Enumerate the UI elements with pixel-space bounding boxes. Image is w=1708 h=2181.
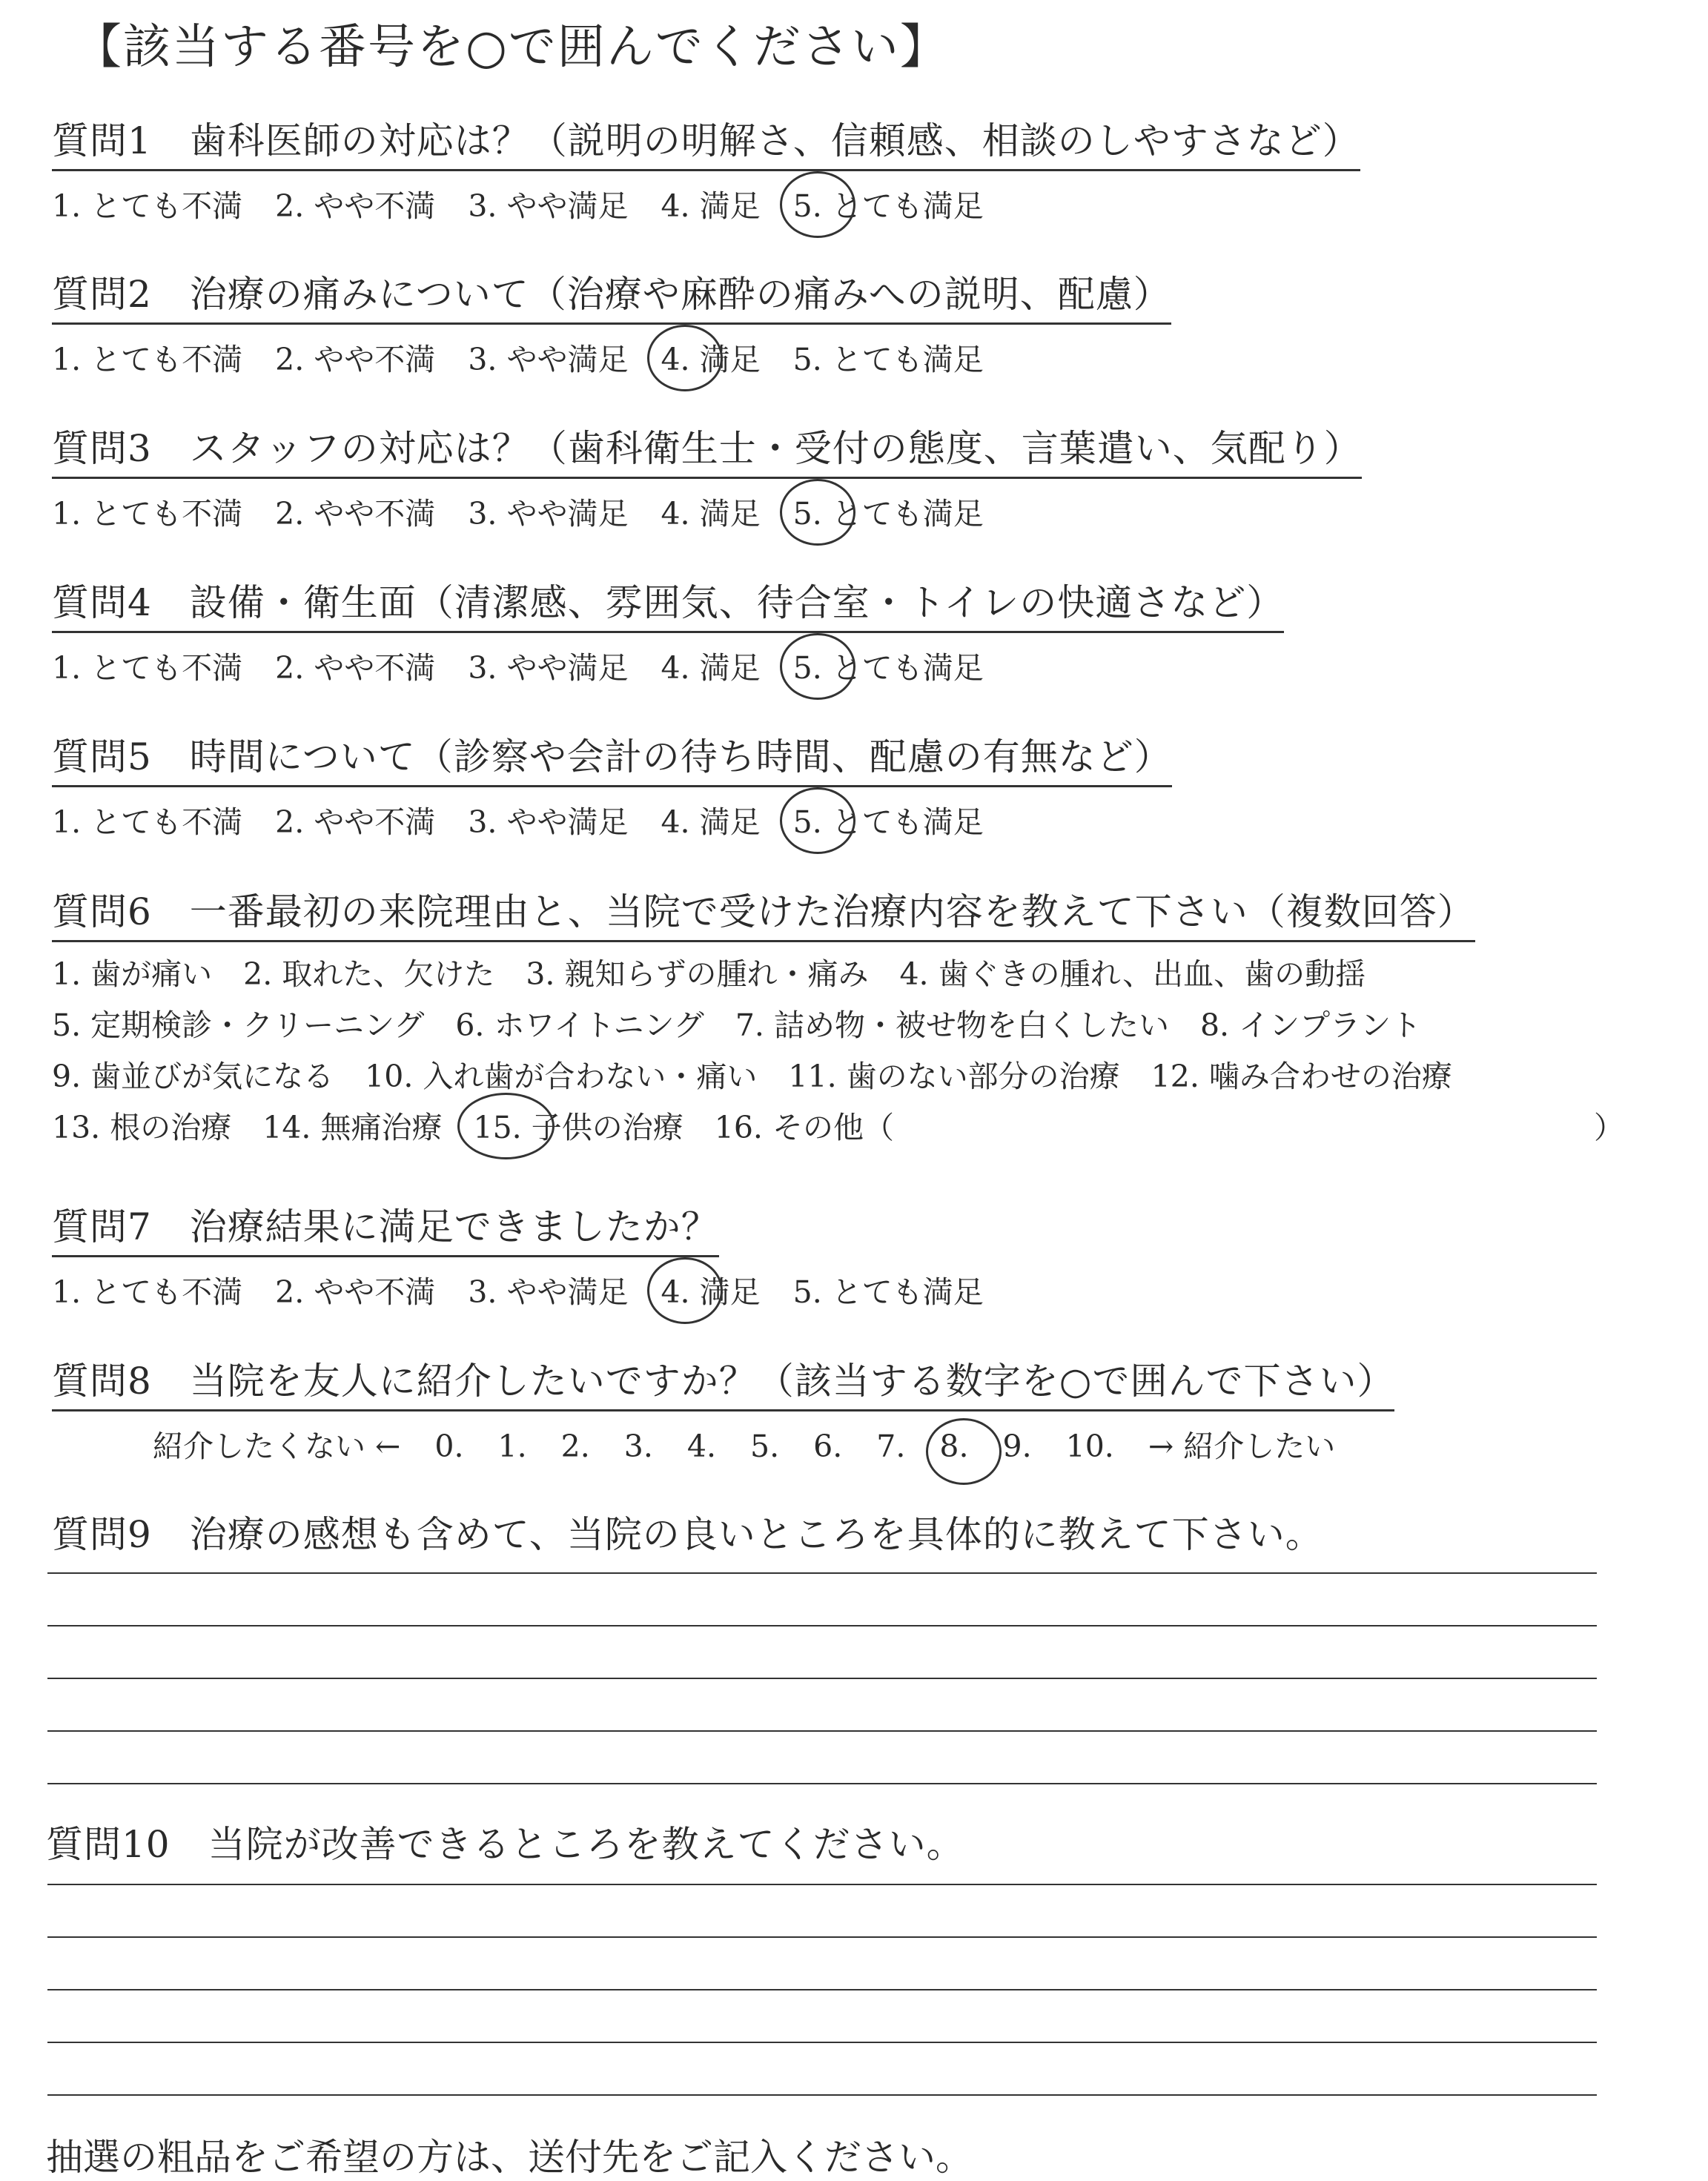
q8-option-6[interactable]: 6. <box>813 1429 843 1464</box>
q4-option-5[interactable]: 5. とても満足 <box>793 643 984 687</box>
question-2-options <box>52 335 1171 379</box>
q6-option-6[interactable]: 6. ホワイトニング <box>455 1007 704 1043</box>
q5-option-5[interactable]: 5. とても満足 <box>793 798 984 841</box>
answer-line[interactable] <box>47 1938 1597 1990</box>
question-3-options <box>52 489 1362 533</box>
q5-option-2[interactable]: 2. やや不満 <box>275 804 436 840</box>
q1-option-2[interactable]: 2. やや不満 <box>275 188 436 224</box>
q8-option-5[interactable]: 5. <box>750 1429 780 1464</box>
question-4-options <box>52 643 1284 687</box>
q8-right-label: → 紹介したい <box>1148 1429 1336 1464</box>
answer-line[interactable] <box>47 1679 1597 1732</box>
question-4 <box>52 573 1284 687</box>
q2-option-3[interactable]: 3. やや満足 <box>468 342 629 377</box>
q6-option-7[interactable]: 7. 詰め物・被せ物を白くしたい <box>735 1007 1169 1043</box>
q4-option-3[interactable]: 3. やや満足 <box>468 650 629 686</box>
q8-option-9[interactable]: 9. <box>1002 1429 1032 1464</box>
q3-option-2[interactable]: 2. やや不満 <box>275 496 436 532</box>
q3-option-5[interactable]: 5. とても満足 <box>793 489 984 533</box>
q6-option-1[interactable]: 1. 歯が痛い <box>52 956 213 992</box>
q7-option-3[interactable]: 3. やや満足 <box>468 1274 629 1310</box>
question-2-title: 質問2 治療の痛みについて（治療や麻酔の痛みへの説明、配慮） <box>52 265 1171 325</box>
answer-line[interactable] <box>47 1885 1597 1938</box>
question-10-answer-lines[interactable] <box>47 1833 1597 2096</box>
question-3-title: 質問3 スタッフの対応は？（歯科衛生士・受付の態度、言葉遣い、気配り） <box>52 419 1362 479</box>
q3-option-3[interactable]: 3. やや満足 <box>468 496 629 532</box>
q8-left-label: 紹介したくない ← <box>153 1429 401 1464</box>
q8-option-7[interactable]: 7. <box>876 1429 906 1464</box>
q2-option-2[interactable]: 2. やや不満 <box>275 342 436 377</box>
question-5-title: 質問5 時間について（診察や会計の待ち時間、配慮の有無など） <box>52 727 1172 787</box>
question-7-options <box>52 1268 1016 1311</box>
question-2 <box>52 265 1171 379</box>
question-9-title: 質問9 治療の感想も含めて、当院の良いところを具体的に教えて下さい。 <box>52 1513 1323 1556</box>
q6-option-13[interactable]: 13. 根の治療 <box>52 1110 232 1145</box>
question-6 <box>52 882 1624 1147</box>
answer-line[interactable] <box>47 2043 1597 2096</box>
q8-option-4[interactable]: 4. <box>686 1429 717 1464</box>
q1-option-5[interactable]: 5. とても満足 <box>793 182 984 225</box>
q8-option-1[interactable]: 1. <box>497 1429 527 1464</box>
question-8-title: 質問8 当院を友人に紹介したいですか？（該当する数字を○で囲んで下さい） <box>52 1351 1394 1411</box>
answer-line[interactable] <box>47 1521 1597 1574</box>
q1-option-3[interactable]: 3. やや満足 <box>468 188 629 224</box>
question-7-title: 質問7 治療結果に満足できましたか？ <box>52 1197 719 1257</box>
question-4-title: 質問4 設備・衛生面（清潔感、雰囲気、待合室・トイレの快適さなど） <box>52 573 1284 633</box>
q6-other-close-paren: ） <box>1594 1110 1624 1145</box>
question-6-options-row-3 <box>52 1052 1483 1096</box>
q6-option-4[interactable]: 4. 歯ぐきの腫れ、出血、歯の動揺 <box>899 956 1366 992</box>
question-5 <box>52 727 1172 841</box>
answer-line[interactable] <box>47 1990 1597 2043</box>
question-8-scale <box>52 1422 1394 1466</box>
question-8 <box>52 1351 1394 1466</box>
q8-option-3[interactable]: 3. <box>623 1429 653 1464</box>
page-title: 【該当する番号を○で囲んでください】 <box>74 20 949 75</box>
q6-option-9[interactable]: 9. 歯並びが気になる <box>52 1059 334 1094</box>
question-9-answer-lines[interactable] <box>47 1521 1597 1784</box>
question-7 <box>52 1197 1016 1311</box>
q5-option-4[interactable]: 4. 満足 <box>661 804 761 840</box>
q6-option-8[interactable]: 8. インプラント <box>1199 1007 1422 1043</box>
q3-option-1[interactable]: 1. とても不満 <box>52 496 243 532</box>
q6-option-16[interactable]: 16. その他（ <box>714 1110 894 1145</box>
q6-option-12[interactable]: 12. 噛み合わせの治療 <box>1151 1059 1452 1094</box>
q7-option-1[interactable]: 1. とても不満 <box>52 1274 243 1310</box>
q6-option-3[interactable]: 3. 親知らずの腫れ・痛み <box>526 956 869 992</box>
footer-note: 抽選の粗品をご希望の方は、送付先をご記入ください。 <box>46 2136 973 2179</box>
q6-option-5[interactable]: 5. 定期検診・クリーニング <box>52 1007 425 1043</box>
q2-option-5[interactable]: 5. とても満足 <box>792 342 984 377</box>
q6-option-11[interactable]: 11. 歯のない部分の治療 <box>788 1059 1120 1094</box>
q6-option-10[interactable]: 10. 入れ歯が合わない・痛い <box>365 1059 758 1094</box>
q2-option-1[interactable]: 1. とても不満 <box>52 342 243 377</box>
q8-option-2[interactable]: 2. <box>560 1429 590 1464</box>
q3-option-4[interactable]: 4. 満足 <box>661 496 761 532</box>
q7-option-4[interactable]: 4. 満足 <box>661 1268 760 1311</box>
answer-line[interactable] <box>47 1732 1597 1784</box>
q6-option-2[interactable]: 2. 取れた、欠けた <box>243 956 495 992</box>
question-6-options-row-1 <box>52 950 1483 993</box>
q5-option-1[interactable]: 1. とても不満 <box>52 804 243 840</box>
q4-option-1[interactable]: 1. とても不満 <box>52 650 243 686</box>
question-10-title: 質問10 当院が改善できるところを教えてください。 <box>46 1823 964 1866</box>
q2-option-4[interactable]: 4. 満足 <box>661 335 760 379</box>
question-6-title: 質問6 一番最初の来院理由と、当院で受けた治療内容を教えて下さい（複数回答） <box>52 882 1475 942</box>
q1-option-4[interactable]: 4. 満足 <box>661 188 761 224</box>
q4-option-2[interactable]: 2. やや不満 <box>275 650 436 686</box>
question-1-title: 質問1 歯科医師の対応は？（説明の明解さ、信頼感、相談のしやすさなど） <box>52 111 1360 171</box>
q5-option-3[interactable]: 3. やや満足 <box>468 804 629 840</box>
q4-option-4[interactable]: 4. 満足 <box>661 650 761 686</box>
q7-option-5[interactable]: 5. とても満足 <box>792 1274 984 1310</box>
q1-option-1[interactable]: 1. とても不満 <box>52 188 243 224</box>
answer-line[interactable] <box>47 1833 1597 1885</box>
question-5-options <box>52 798 1172 841</box>
q8-option-0[interactable]: 0. <box>434 1429 464 1464</box>
q6-option-14[interactable]: 14. 無痛治療 <box>262 1110 443 1145</box>
question-6-options-row-4 <box>52 1103 1624 1147</box>
question-1 <box>52 111 1360 225</box>
q8-option-8[interactable]: 8. <box>939 1429 969 1464</box>
question-6-options-row-2 <box>52 1001 1483 1045</box>
answer-line[interactable] <box>47 1574 1597 1626</box>
q7-option-2[interactable]: 2. やや不満 <box>275 1274 436 1310</box>
q6-option-15[interactable]: 15. 子供の治療 <box>474 1103 683 1147</box>
answer-line[interactable] <box>47 1626 1597 1679</box>
question-1-options <box>52 182 1360 225</box>
question-3 <box>52 419 1362 533</box>
q8-option-10[interactable]: 10. <box>1065 1429 1114 1464</box>
